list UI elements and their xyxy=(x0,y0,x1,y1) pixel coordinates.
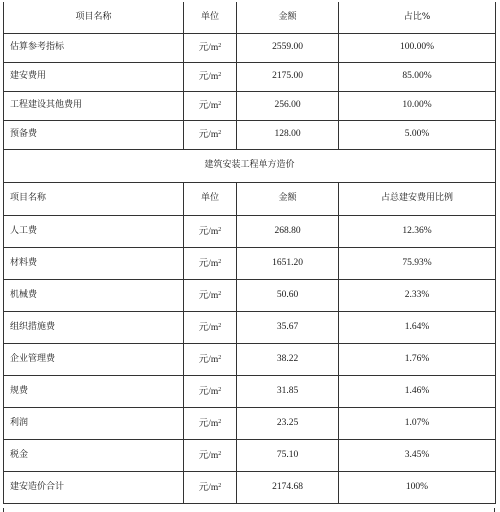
table-row xyxy=(4,62,496,91)
row-name: 工程建设其他费用 xyxy=(4,91,184,120)
row-unit: 元$/m^2$ xyxy=(184,439,237,471)
row-ratio: 100.00% xyxy=(339,33,496,62)
header-unit: 单位 xyxy=(184,2,237,33)
row-amount: 2175.00 xyxy=(237,62,339,91)
row-unit: 元$/m^2$ xyxy=(184,62,237,91)
row-unit: 元$/m^2$ xyxy=(184,33,237,62)
row-amount: 2559.00 xyxy=(237,33,339,62)
row-name: 材料费 xyxy=(4,247,184,279)
row-unit: 元$/m^2$ xyxy=(184,311,237,343)
row-name: 企业管理费 xyxy=(4,343,184,375)
header-unit: 单位 xyxy=(184,182,237,215)
header-amount: 金额 xyxy=(237,2,339,33)
row-unit: 元$/m^2$ xyxy=(184,247,237,279)
table-row xyxy=(4,91,496,120)
row-name: 机械费 xyxy=(4,279,184,311)
row-unit: 元$/m^2$ xyxy=(184,215,237,247)
row-name: 建安造价合计 xyxy=(4,471,184,503)
row-amount: 268.80 xyxy=(237,215,339,247)
row-ratio: 3.45% xyxy=(339,439,496,471)
row-unit: 元$/m^2$ xyxy=(184,120,237,149)
row-amount: 2174.68 xyxy=(237,471,339,503)
row-ratio: 1.07% xyxy=(339,407,496,439)
table2-header-row xyxy=(4,182,496,215)
row-ratio: 1.64% xyxy=(339,311,496,343)
table-row xyxy=(4,407,496,439)
row-amount: 35.67 xyxy=(237,311,339,343)
header-item-name: 项目名称 xyxy=(4,182,184,215)
header-item-name: 项目名称 xyxy=(4,2,184,33)
row-amount: 75.10 xyxy=(237,439,339,471)
row-unit: 元$/m^2$ xyxy=(184,91,237,120)
row-amount: 31.85 xyxy=(237,375,339,407)
row-ratio: 1.46% xyxy=(339,375,496,407)
table-row xyxy=(4,247,496,279)
row-unit: 元$/m^2$ xyxy=(184,375,237,407)
row-ratio: 2.33% xyxy=(339,279,496,311)
row-unit: 元$/m^2$ xyxy=(184,343,237,375)
row-unit: 元$/m^2$ xyxy=(184,407,237,439)
row-ratio: 85.00% xyxy=(339,62,496,91)
row-name: 组织措施费 xyxy=(4,311,184,343)
row-name: 税金 xyxy=(4,439,184,471)
table-row xyxy=(4,439,496,471)
row-amount: 23.25 xyxy=(237,407,339,439)
row-unit: 元$/m^2$ xyxy=(184,279,237,311)
table-row-total xyxy=(4,471,496,503)
header-ratio: 占比% xyxy=(339,2,496,33)
table-row xyxy=(4,311,496,343)
row-name: 人工费 xyxy=(4,215,184,247)
table-row xyxy=(4,375,496,407)
row-ratio: 100% xyxy=(339,471,496,503)
row-ratio: 10.00% xyxy=(339,91,496,120)
row-name: 估算参考指标 xyxy=(4,33,184,62)
table-row xyxy=(4,33,496,62)
table1-header-row xyxy=(4,2,496,33)
row-name: 预备费 xyxy=(4,120,184,149)
table-row xyxy=(4,120,496,149)
cost-table xyxy=(3,2,496,504)
row-ratio: 5.00% xyxy=(339,120,496,149)
table-row xyxy=(4,279,496,311)
row-amount: 1651.20 xyxy=(237,247,339,279)
section-title: 建筑安装工程单方造价 xyxy=(4,149,496,182)
header-amount: 金额 xyxy=(237,182,339,215)
table-continuation xyxy=(3,508,495,512)
row-amount: 38.22 xyxy=(237,343,339,375)
row-ratio: 75.93% xyxy=(339,247,496,279)
row-name: 利润 xyxy=(4,407,184,439)
header-ratio: 占总建安费用比例 xyxy=(339,182,496,215)
row-amount: 256.00 xyxy=(237,91,339,120)
row-amount: 50.60 xyxy=(237,279,339,311)
row-amount: 128.00 xyxy=(237,120,339,149)
table-row xyxy=(4,343,496,375)
row-ratio: 12.36% xyxy=(339,215,496,247)
row-ratio: 1.76% xyxy=(339,343,496,375)
row-unit: 元$/m^2$ xyxy=(184,471,237,503)
row-name: 建安费用 xyxy=(4,62,184,91)
row-name: 规费 xyxy=(4,375,184,407)
table-row xyxy=(4,215,496,247)
section-title-row xyxy=(4,149,496,182)
